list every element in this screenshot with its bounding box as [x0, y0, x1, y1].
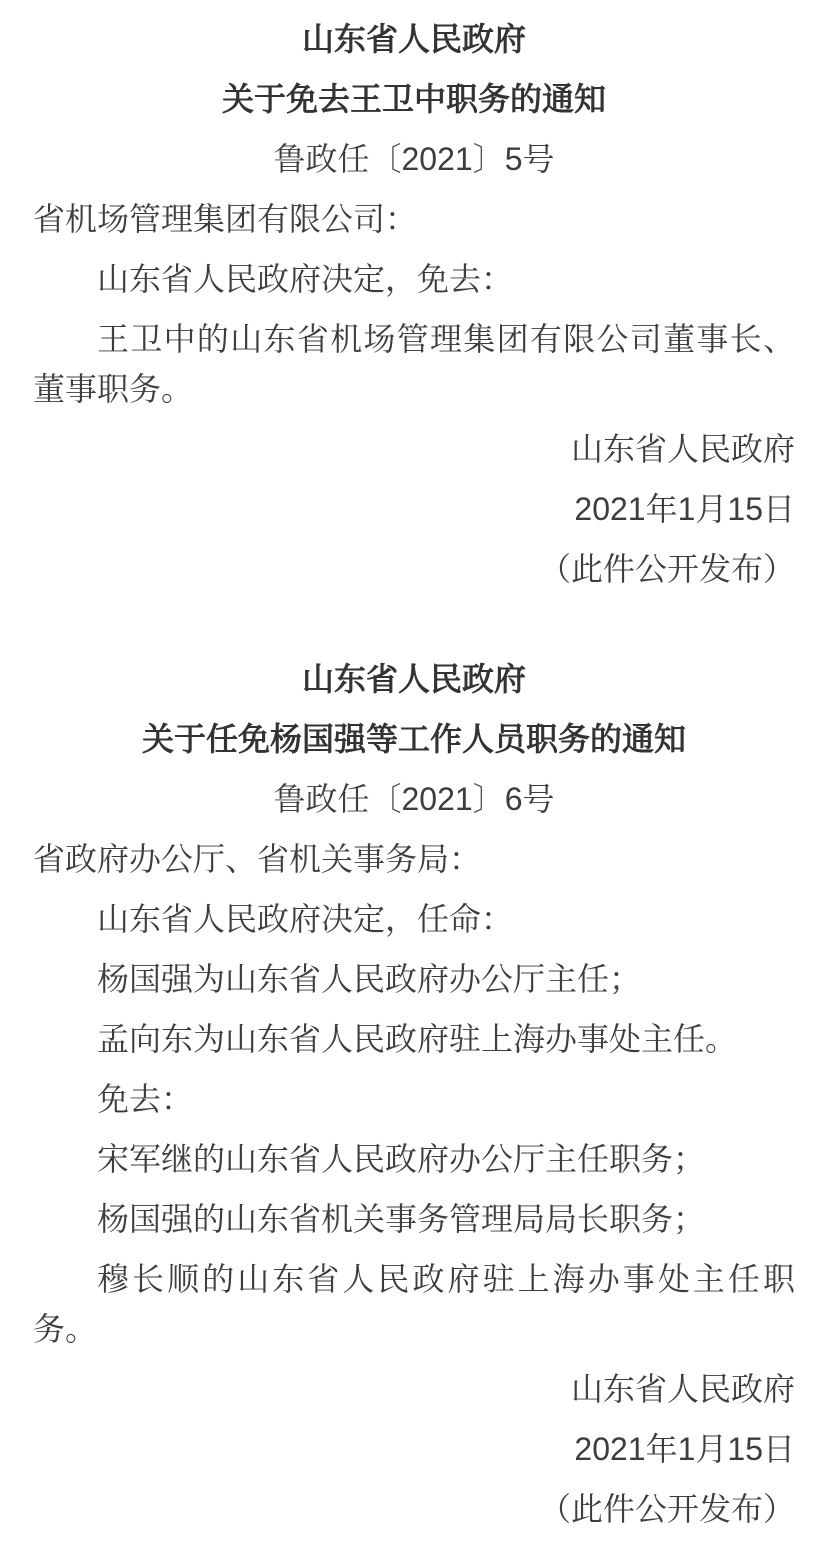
- body-paragraph: 孟向东为山东省人民政府驻上海办事处主任。: [97, 1021, 738, 1057]
- notice-1: [33, 14, 795, 594]
- notice-subject-title: 关于任免杨国强等工作人员职务的通知: [141, 721, 686, 757]
- body-paragraph: 免去：: [97, 1081, 194, 1117]
- signature-date: 2021年1月15日: [574, 491, 795, 527]
- doc-number: 鲁政任〔2021〕5号: [273, 141, 555, 177]
- body-paragraph: 山东省人民政府决定，免去：: [97, 261, 514, 297]
- publish-note: （此件公开发布）: [538, 551, 795, 587]
- body-paragraph: 山东省人民政府决定，任命：: [97, 901, 514, 937]
- body-paragraph: 杨国强为山东省人民政府办公厅主任；: [97, 961, 642, 997]
- notice-org-title: 山东省人民政府: [301, 661, 526, 697]
- notice-subject-title: 关于免去王卫中职务的通知: [221, 81, 606, 117]
- body-paragraph: 穆长顺的山东省人民政府驻上海办事处主任职务。: [33, 1261, 795, 1347]
- doc-number: 鲁政任〔2021〕6号: [273, 781, 555, 817]
- signature-org: 山东省人民政府: [570, 431, 795, 467]
- body-paragraph: 宋军继的山东省人民政府办公厅主任职务；: [97, 1141, 706, 1177]
- notice-2: [33, 654, 795, 1534]
- signature-date: 2021年1月15日: [574, 1431, 795, 1467]
- publish-note: （此件公开发布）: [538, 1491, 795, 1527]
- recipient-line: 省政府办公厅、省机关事务局：: [33, 841, 482, 877]
- recipient-line: 省机场管理集团有限公司：: [33, 201, 418, 237]
- body-paragraph: 杨国强的山东省机关事务管理局局长职务；: [97, 1201, 706, 1237]
- body-paragraph: 王卫中的山东省机场管理集团有限公司董事长、董事职务。: [33, 321, 795, 407]
- notice-org-title: 山东省人民政府: [301, 21, 526, 57]
- signature-org: 山东省人民政府: [570, 1371, 795, 1407]
